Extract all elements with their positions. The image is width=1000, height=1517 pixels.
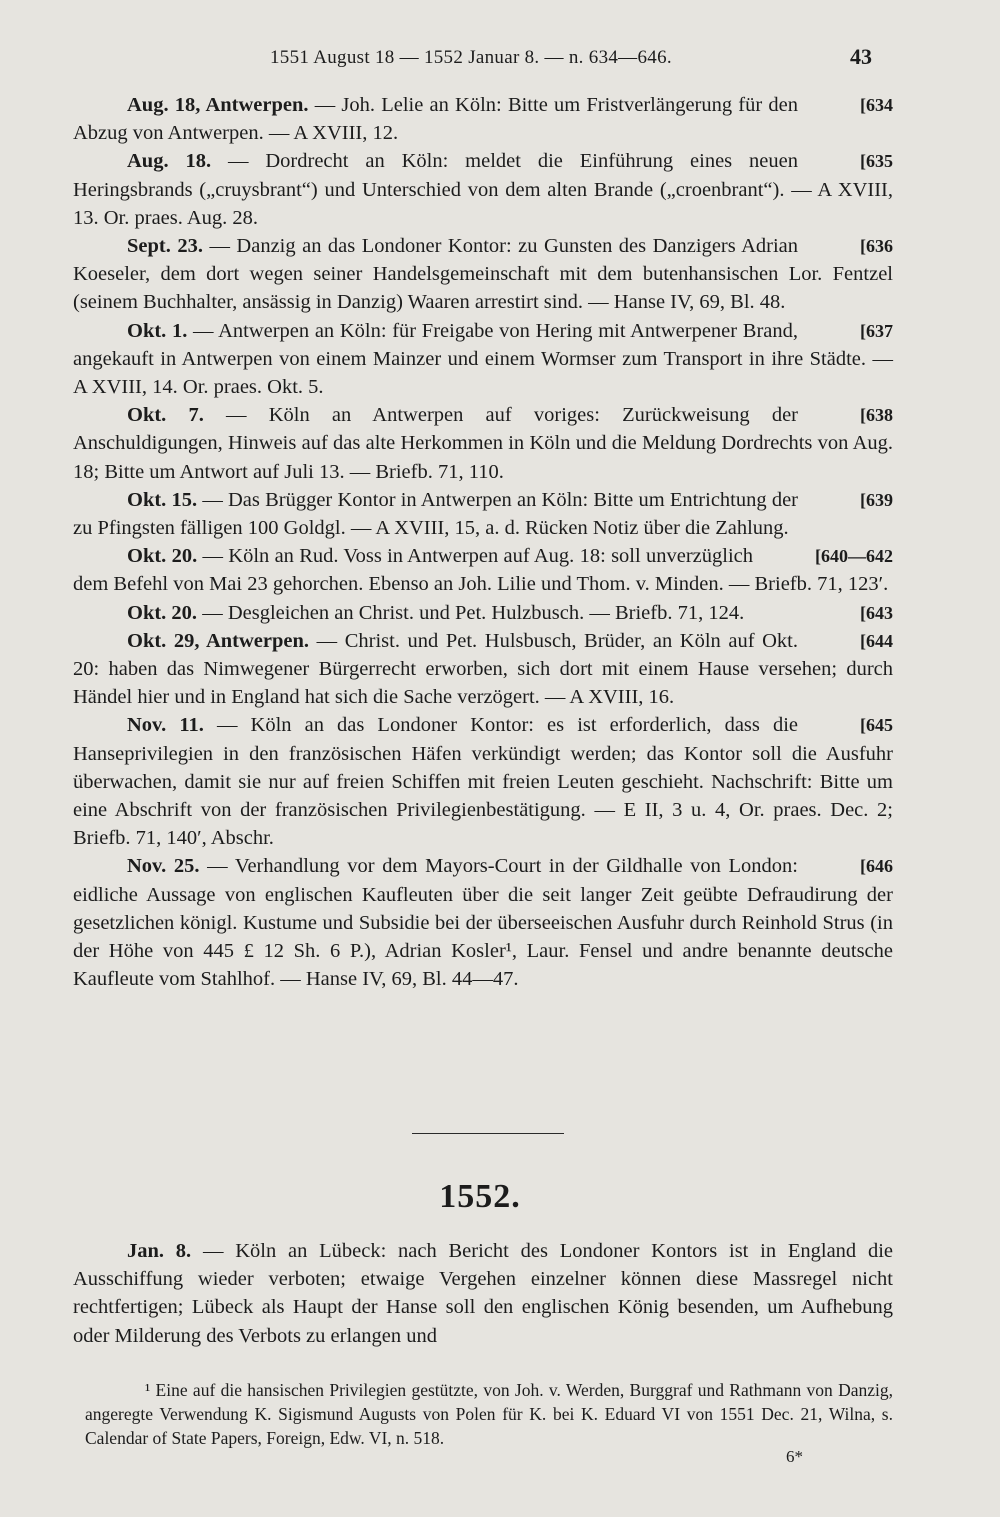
entry-text: — Joh. Lelie an Köln: Bitte um Fristverlängerung für den Abzug von Antwerpen. — A XVIII, 12.: [73, 94, 799, 145]
entry-text: — Köln an Antwerpen auf voriges: Zurückweisung der Anschuldigungen, Hinweis auf das alte Herkommen in Köln und die Meldung Dordrechts von Aug. 18; Bitte um Antwort auf Juli 13. — Briefb. 71, 110.: [73, 404, 893, 483]
entry-text: — Köln an Rud. Voss in Antwerpen auf Aug. 18: soll unverzüglich dem Befehl von Mai 23 gehorchen. Ebenso an Joh. Lilie und Thom. v. Minden. — Briefb. 71, 123′.: [73, 545, 889, 596]
entry-number: [646: [860, 856, 893, 877]
entry-date: Sept. 23.: [127, 235, 203, 258]
entry-1552-jan-8: [73, 1237, 893, 1350]
entry-text: — Dordrecht an Köln: meldet die Einführung eines neuen Heringsbrands („cruysbrant“) und Unterschied von dem alten Brande („croenbrant“). — A XVIII, 13. Or. praes. Aug. 28.: [73, 150, 893, 229]
entry-date: Nov. 25.: [127, 855, 200, 878]
entry-text: — Desgleichen an Christ. und Pet. Hulzbusch. — Briefb. 71, 124.: [197, 601, 745, 624]
entry-638: [73, 401, 893, 486]
entry-text: — Antwerpen an Köln: für Freigabe von Hering mit Antwerpener Brand, angekauft in Antwerpen von einem Mainzer und einem Wormser zum Transport in ihre Städte. — A XVIII, 14. Or. praes. Okt. 5.: [73, 319, 893, 399]
entry-640-642: [73, 542, 893, 598]
entry-635: [73, 147, 893, 232]
year-heading: 1552.: [439, 1178, 521, 1215]
entry-date: Okt. 7.: [127, 404, 204, 427]
entry-645: [73, 711, 893, 852]
entry-number: [637: [860, 320, 893, 341]
entry-639: [73, 486, 893, 542]
entry-text: — Köln an Lübeck: nach Bericht des Londoner Kontors ist in England die Ausschiffung wieder verboten; etwaige Vergehen einzelner können diese Massregel nicht rechtfertigen; Lübeck als Haupt der Hanse soll den englischen König besenden, um Aufhebung oder Milderung des Verbots zu erlangen und: [73, 1240, 893, 1347]
entry-number: [634: [860, 95, 893, 115]
entry-644: [73, 627, 893, 712]
entry-date: Okt. 1.: [127, 319, 188, 342]
entry-number: [643: [860, 602, 893, 623]
page-number: 43: [850, 44, 872, 69]
footnote: ¹ Eine auf die hansischen Privilegien gestützte, von Joh. v. Werden, Burggraf und Rathmann von Danzig, angeregte Verwendung K. Sigismund Augusts von Polen für K. bei K. Eduard VI von 1551 Dec. 21, Wilna, s. Calendar of State Papers, Foreign, Edw. VI, n. 518.: [85, 1380, 893, 1448]
entry-636: [73, 232, 893, 317]
entry-date: Okt. 29, Antwerpen.: [127, 629, 310, 652]
entry-number: [638: [860, 405, 893, 426]
signature-mark: 6*: [786, 1447, 803, 1466]
entry-643: [73, 599, 893, 627]
entry-date: Jan. 8.: [127, 1240, 192, 1262]
entry-date: Okt. 20.: [127, 545, 198, 568]
entry-jan-8: [73, 1237, 893, 1350]
entry-date: Okt. 15.: [127, 488, 198, 511]
entry-text: — Köln an das Londoner Kontor: es ist erforderlich, dass die Hanseprivilegien in den französischen Häfen verkündigt werden; das Kontor soll die Ausfuhr überwachen, damit sie nur auf freien Schiffen mit freien Leuten geschieht. Nachschrift: Bitte um eine Abschrift von der französischen Privilegienbestätigung. — E II, 3 u. 4, Or. praes. Dec. 2; Briefb. 71, 140′, Abschr.: [73, 714, 893, 850]
entry-text: — Verhandlung vor dem Mayors-Court in der Gildhalle von London: eidliche Aussage von englischen Kaufleuten über die seit langer Zeit geübte Defraudirung der gesetzlichen königl. Kustume und Subsidie bei der überseeischen Ausfuhr durch Reinhold Strus (in der Höhe von 445 £ 12 Sh. 6 P.), Adrian Kosler¹, Laur. Fensel und andre benannte deutsche Kaufleute vom Stahlhof. — Hanse IV, 69, Bl. 44—47.: [73, 855, 893, 991]
entry-number: [635: [860, 151, 893, 172]
entry-text: — Danzig an das Londoner Kontor: zu Gunsten des Danzigers Adrian Koeseler, dem dort wegen seiner Handelsgemeinschaft mit dem butenhansischen Lor. Fentzel (seinem Buchhalter, ansässig in Danzig) Waaren arrestirt sind. — Hanse IV, 69, Bl. 48.: [73, 235, 893, 314]
entry-date: Aug. 18, Antwerpen.: [127, 94, 309, 116]
section-divider: [412, 1133, 564, 1134]
entry-634: [73, 91, 893, 147]
entry-number: [645: [860, 715, 893, 736]
running-head: 1551 August 18 — 1552 Januar 8. — n. 634—646.: [270, 47, 672, 68]
entry-date: Aug. 18.: [127, 150, 212, 173]
entry-646: [73, 852, 893, 993]
entry-number: [636: [860, 236, 893, 257]
regesten-list: [73, 91, 893, 994]
entry-date: Nov. 11.: [127, 714, 204, 737]
entry-text: — Christ. und Pet. Hulsbusch, Brüder, an Köln auf Okt. 20: haben das Nimwegener Bürgerrecht erworben, sich dort mit einem Hause versehen; durch Händel hier und in England hat sich die Sache verzögert. — A XVIII, 16.: [73, 629, 893, 709]
entry-number: [640—642: [815, 546, 893, 567]
entry-text: — Das Brügger Kontor in Antwerpen an Köln: Bitte um Entrichtung der zu Pfingsten fälligen 100 Goldgl. — A XVIII, 15, a. d. Rücken Notiz über die Zahlung.: [73, 488, 798, 540]
entry-number: [644: [860, 630, 893, 651]
entry-number: [639: [860, 489, 893, 510]
entry-637: [73, 317, 893, 402]
entry-date: Okt. 20.: [127, 601, 198, 624]
